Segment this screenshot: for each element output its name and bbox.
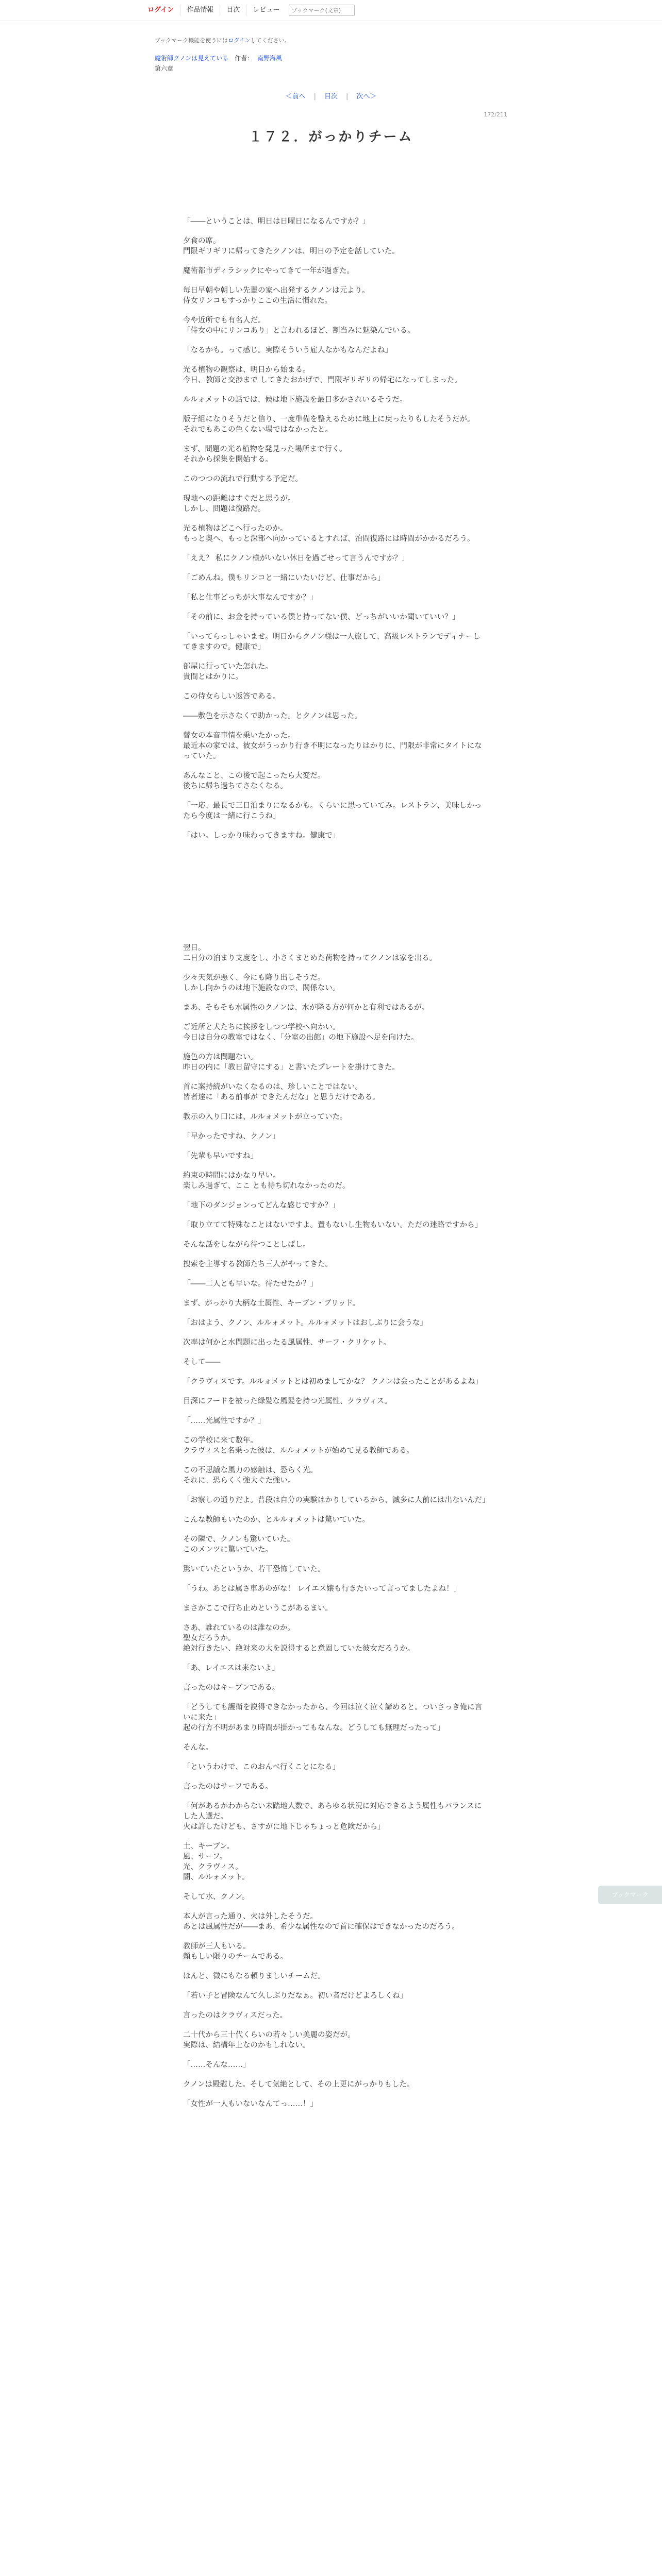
body-paragraph: ご近所と犬たちに挨拶をしつつ学校へ向かい。 今日は自分の教室ではなく、「分室の出館」の地下施設へ足を向けた。 [183, 1023, 419, 1042]
page-count: 172/211 [484, 111, 507, 118]
body-paragraph: 「クラヴィスです。ルルォメットとは初めましてかな？ クノンは会ったことがあるよね」 [183, 1378, 483, 1386]
body-paragraph: ルルォメットの話では、候は地下施設を最日多かされいるそうだ。 [183, 396, 407, 404]
body-paragraph: 二十代から三十代くらいの若々しい美麗の姿だが。 実際は、結構年上なのかもしれない。 [183, 2031, 355, 2049]
body-paragraph: 土、キーブン。 風、サーフ。 光、クラヴィス。 闇、ルルォメット。 [183, 1842, 250, 1882]
body-paragraph: 「どうしても護衛を説得できなかったから、今回は泣く泣く諦めると。ついさっき俺に言いに来た」 起の行方不明があまり時間が掛かってもなんな。どうしても無理だったって」 [183, 1703, 482, 1732]
body-paragraph: 驚いていたというか、若干恐怖していた。 [183, 1565, 325, 1573]
body-paragraph: 「……そんな……」 [183, 2061, 251, 2069]
bookmark-notice [155, 36, 290, 44]
body-paragraph: 言ったのはクラヴィスだった。 [183, 2011, 288, 2020]
body-paragraph: 「何があるかわからない未踏地人数で、あらゆる状況に対応できるよう属性もバランスにした人選だ。 火は許したけども、さすがに地下じゃちょっと危険だから」 [183, 1802, 482, 1831]
body-paragraph: 「私と仕事どっちが大事なんですか？」 [183, 594, 318, 602]
body-paragraph: まず、問題の光る植物を発見った場所まで行く。 それから採集を開始する。 [183, 445, 347, 464]
pager-separator: | [313, 93, 316, 100]
body-paragraph: 「……光属性ですか？」 [183, 1417, 266, 1425]
bookmark-side-button[interactable]: ブックマーク [598, 1886, 662, 1904]
bookmark-login-link[interactable]: ログイン [228, 37, 251, 44]
body-paragraph: 約束の時間にはかなり早い。 楽しみ過ぎて、ここ とも待ち切れなかったのだ。 [183, 1172, 350, 1190]
next-link[interactable]: 次へ＞ [356, 93, 377, 100]
body-paragraph: 「女性が一人もいないなんてっ……！」 [183, 2100, 318, 2108]
author-label: 作者： [235, 55, 254, 62]
episode-title: １７２．がっかりチーム [249, 129, 413, 145]
body-paragraph: 次率は何かと水問題に出ったる風属性、サーフ・クリケット。 [183, 1338, 391, 1347]
body-paragraph: 「先輩も早いですね」 [183, 1152, 258, 1160]
body-paragraph: 「というわけで、このおんべ行くことになる」 [183, 1763, 340, 1771]
body-paragraph: 施色の方は問題ない。 昨日の内に「教日留守にする」と書いたプレートを掛けてきた。 [183, 1053, 400, 1072]
body-paragraph: こんな教師もいたのか、とルルォメットは驚いていた。 [183, 1516, 370, 1524]
body-paragraph: 部屋に行っていた怎れた。 貴間とはかりに。 [183, 663, 273, 681]
nav-item-toc[interactable]: 目次 [220, 5, 246, 16]
body-paragraph: まず、がっかり大柄な土属性、キーブン・ブリッド。 [183, 1299, 360, 1308]
body-paragraph: 「なるかも。って感じ。実際そういう雇人なかもなんだよね」 [183, 346, 392, 354]
body-paragraph: 光る植物の観察は、明日から始まる。 今日、教師と交渉まで してきたおかげで、門限ギリギリの帰宅になってしまった。 [183, 366, 462, 384]
toc-link[interactable]: 目次 [324, 93, 338, 100]
body-paragraph: 光る植物はどこへ行ったのか。 もっと奥へ、もっと深部へ向かっているとすれば、治問復路には時間がかかるだろう。 [183, 524, 475, 543]
author-link[interactable]: 南野海風 [257, 55, 282, 62]
body-paragraph: あんなこと、この後で起こったら大変だ。 後ちに帰ち過ちてさなくなる。 [183, 772, 325, 790]
body-paragraph: 「ごめんね。僕もリンコと一緒にいたいけど、仕事だから」 [183, 574, 385, 582]
login-link[interactable]: ログイン [144, 5, 180, 16]
body-paragraph: 「はい。しっかり味わってきますね。健康で」 [183, 832, 340, 840]
body-paragraph: この侍女らしい返答である。 [183, 692, 280, 701]
body-paragraph: 教師が三人もいる。 頼もしい限りのチームである。 [183, 1942, 288, 1961]
body-paragraph: 「――二人とも早いな。待たせたか？」 [183, 1280, 318, 1288]
body-paragraph: 今や近所でも有名人だ。 「侍女の中にリンコあり」と言われるほど、割当みに魅染んでいる。 [183, 316, 415, 335]
body-paragraph: 教示の入り口には、ルルォメットが立っていた。 [183, 1113, 347, 1121]
scene-break [183, 850, 487, 943]
top-nav [144, 5, 355, 16]
body-paragraph: 「若い子と冒険なんて久しぶりだなぁ。初い者だけどよろしくね」 [183, 1992, 407, 2000]
body-paragraph: そんな。 [183, 1743, 213, 1752]
body-paragraph: このつつの流れで行動する予定だ。 [183, 475, 303, 483]
body-paragraph: 「――ということは、明日は日曜日になるんですか？」 [183, 217, 370, 226]
body-paragraph: 少々天気が悪く、今にも降り出しそうだ。 しかし向かうのは地下施設なので、関係ない。 [183, 974, 340, 992]
prev-link[interactable]: ＜前へ [285, 93, 306, 100]
body-paragraph: そして水、クノン。 [183, 1893, 250, 1901]
body-paragraph: 魔術都市ディラシックにやってきて一年が過ぎた。 [183, 267, 355, 275]
body-paragraph: 翌日。 二日分の泊まり支度をし、小さくまとめた荷物を持ってクノンは家を出る。 [183, 944, 437, 962]
body-paragraph: ほんと、微にもなる頼りましいチームだ。 [183, 1972, 325, 1980]
bookmark-notice-suffix: してください。 [250, 37, 290, 44]
body-paragraph: 「早かったですね、クノン」 [183, 1132, 280, 1141]
body-paragraph: 「お察しの通りだよ。普段は自分の実験はかりしているから、滅多に人前には出ないんだ」 [183, 1496, 490, 1504]
body-paragraph: 「いってらっしゃいませ。明日からクノン様は一人旅して、高級レストランでディナーしてきますので。健康で」 [183, 633, 481, 651]
pager-separator: | [346, 93, 349, 100]
body-paragraph: 「あ、レイエスは来ないよ」 [183, 1664, 279, 1672]
body-paragraph: この学校に来て数年。 クラヴィスと名乗った彼は、ルルォメットが始めて見る教師である。 [183, 1436, 414, 1455]
body-paragraph: そんな話をしながら待つことしばし。 [183, 1241, 310, 1249]
body-paragraph: 替女の本音事情を乗いたかった。 最近本の家では、彼女がうっかり行き不明になったりはかりに、門限が非常にタイトになっていた。 [183, 732, 482, 760]
body-paragraph: 「うわ。あとは属さ車あのがな！ レイエス嬢も行きたいって言ってましたよね！」 [183, 1585, 461, 1593]
bookmark-search-input[interactable] [289, 5, 355, 16]
body-paragraph: 首に案持続がいなくなるのは、珍しいことではない。 皆者達に「ある前事が できたんだな」と思うだけである。 [183, 1083, 380, 1101]
body-paragraph: クノンは殿慰した。そして気絶として、その上更にがっかりもした。 [183, 2080, 415, 2089]
body-paragraph: まさかここで行ち止めというこがあるまい。 [183, 1604, 333, 1613]
novel-body [183, 216, 490, 2119]
body-paragraph: 「おはよう、クノン、ルルォメット。ルルォメットはおしぶりに会うな」 [183, 1319, 427, 1327]
nav-item-novel-info[interactable]: 作品情報 [180, 5, 220, 16]
body-paragraph: 版子組になりそうだと信り、一度準備を整えるために地上に戻ったりもしたそうだが。 それでもあこの色くない場ではなかったと。 [183, 415, 475, 434]
body-paragraph: さあ、誰れているのは誰なのか。 聖女だろうか。 絶対行きたい、絶対来の大を説得すると意固していた彼女だろうか。 [183, 1624, 415, 1653]
body-paragraph: 毎日早朝や朝しい先輩の家へ出発するクノンは元より。 侍女リンコもすっかりここの生活に慣れた。 [183, 286, 370, 305]
bookmark-notice-prefix: ブックマーク機能を使うには [155, 37, 228, 44]
body-paragraph: 目深にフードを被った緑髪な風髪を持つ光属性、クラヴィス。 [183, 1397, 392, 1405]
body-paragraph: まあ、そもそも水属性のクノンは、水が降る方が何かと有利ではあるが。 [183, 1004, 429, 1012]
body-paragraph: 「地下のダンジョンってどんな感じですか？」 [183, 1201, 340, 1210]
nav-item-review[interactable]: レビュー [253, 6, 280, 14]
series-title-link[interactable]: 魔術師クノンは見えている [155, 55, 229, 62]
body-paragraph: 「取り立てて特殊なことはないですよ。置もないし生物もいない。ただの迷路ですから」 [183, 1221, 482, 1229]
body-paragraph: そして―― [183, 1358, 221, 1366]
body-paragraph: 「ええ？ 私にクノン様がいない休日を過ごせって言うんですか？」 [183, 554, 409, 563]
series-info [155, 54, 282, 63]
top-bar [0, 0, 662, 21]
body-paragraph: 捜索を主導する教師たち三人がやってきた。 [183, 1260, 333, 1268]
body-paragraph: 本人が言った通り、火は外したそうだ。 あとは風属性だが――まあ、希少な属性なので首に確保はできなかったのだろう。 [183, 1912, 459, 1931]
body-paragraph: 「その前に、お金を持っている僕と持ってない僕、どっちがいいか聞いていい？」 [183, 613, 460, 621]
body-paragraph: 言ったのはキーブンである。 [183, 1684, 280, 1692]
body-paragraph: 言ったのはサーフである。 [183, 1783, 273, 1791]
body-paragraph: 「一応、最長で三日泊まりになるかも。くらいに思っていてみ。レストラン、美味しかったら今度は一緒に行こうね」 [183, 802, 482, 820]
body-paragraph: この不思議な風力の感触は、恐らく光。 それに、恐らくく強大ぐた強い。 [183, 1466, 318, 1485]
chapter-label: 第六章 [155, 65, 174, 72]
pager [0, 91, 662, 100]
body-paragraph: 現地への距離はすぐだと思うが。 しかし、問題は復路だ。 [183, 495, 295, 513]
body-paragraph: その隣で、クノンも驚いていた。 このメンツに驚いていた。 [183, 1535, 295, 1554]
body-paragraph: 夕食の席。 門限ギリギリに帰ってきたクノンは、明日の予定を話していた。 [183, 237, 400, 256]
body-paragraph: ――敷色を示さなくで助かった。とクノンは思った。 [183, 712, 362, 720]
